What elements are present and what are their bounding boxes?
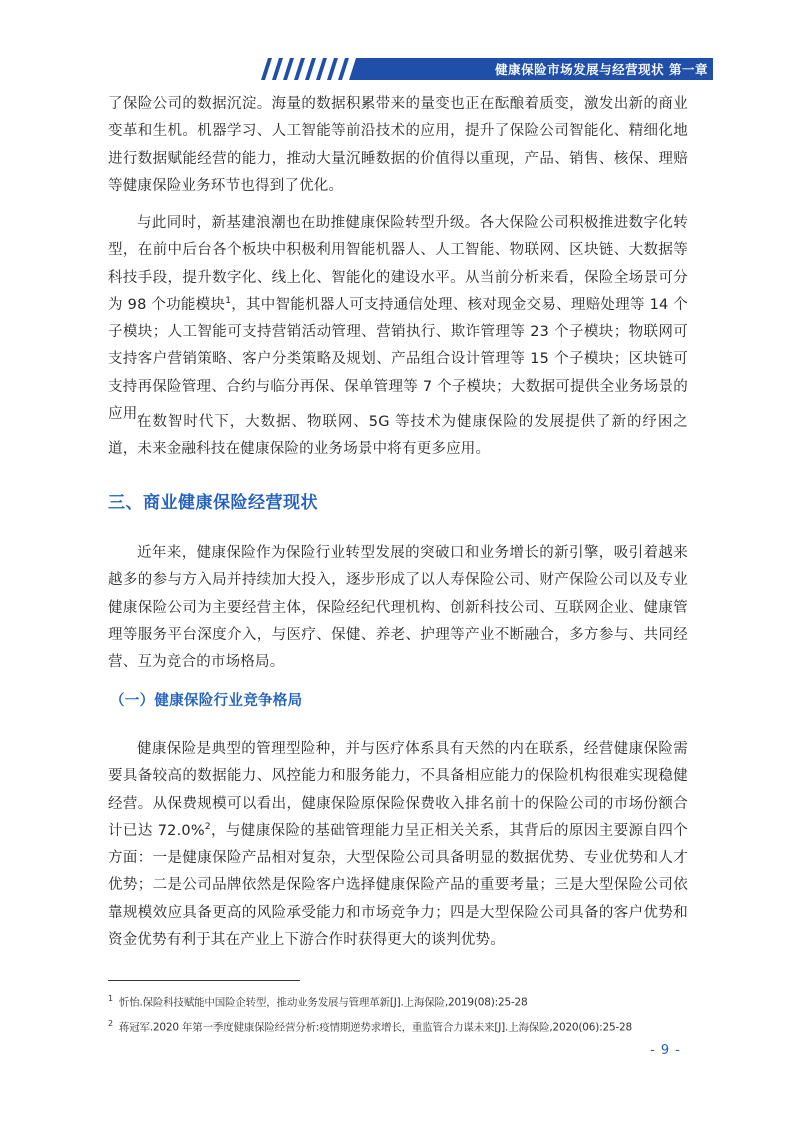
paragraph-text: ，与健康保险的基础管理能力呈正相关关系，其背后的原因主要源自四个方面：一是健康保险产品相对复杂，大型保险公司具备明显的数据优势、专业优势和人才优势；二是公司品牌依然是保险客户选择健康保险产品的重要考量；三是大型保险公司依靠规模效应具备更高的风险承受能力和市场竞争力；四是大型保险公司具备的客户优势和资金优势有利于其在产业上下游合作时获得更大的谈判优势。 (108, 822, 688, 949)
paragraph-competition (108, 736, 688, 954)
paragraph-data-value: 了保险公司的数据沉淀。海量的数据积累带来的量变也正在酝酿着质变，激发出新的商业变革和生机。机器学习、人工智能等前沿技术的应用，提升了保险公司智能化、精细化地进行数据赋能经营的能力，推动大量沉睡数据的价值得以重现，产品、销售、核保、理赔等健康保险业务环节也得到了优化。 (108, 96, 688, 194)
paragraph-text: 与此同时，新基建浪潮也在助推健康保险转型升级。各大保险公司积极推进数字化转型，在前中后台各个板块中积极利用智能机器人、人工智能、物联网、区块链、大数据等科技手段，提升数字化、线上化、智能化的建设水平。从当前分析来看，保险全场景可分为 98 个功能模块 (108, 215, 688, 313)
footnote-text: 蒋冠军.2020 年第一季度健康保险经营分析:疫情期逆势求增长，重监管合力谋未来[J].上海保险,2020(06):25-28 (118, 1021, 633, 1034)
footnote-number: 1 (108, 994, 113, 1003)
footnote-ref-1[interactable]: 1 (225, 296, 232, 307)
paragraph-market-structure: 近年来，健康保险作为保险行业转型发展的突破口和业务增长的新引擎，吸引着越来越多的参与方入局并持续加大投入，逐步形成了以人寿保险公司、财产保险公司以及专业健康保险公司为主要经营主体，保险经纪代理机构、创新科技公司、互联网企业、健康管理等服务平台深度介入，与医疗、保健、养老、护理等产业不断融合，多方参与、共同经营、互为竞合的市场格局。 (108, 545, 688, 671)
section-heading: 三、商业健康保险经营现状 (108, 493, 318, 513)
footnote-text: 忻怡.保险科技赋能中国险企转型，推动业务发展与管理革新[J].上海保险,2019(08):25-28 (118, 996, 528, 1009)
paragraph-text: 健康保险是典型的管理型险种，并与医疗体系具有天然的内在联系，经营健康保险需要具备较高的数据能力、风控能力和服务能力，不具备相应能力的保险机构很难实现稳健经营。从保费规模可以看出，健康保险原保险保费收入排名前十的保险公司的市场份额合计已达 72.0% (108, 741, 688, 839)
subsection-heading: （一）健康保险行业竞争格局 (110, 693, 303, 709)
footnote-number: 2 (108, 1019, 113, 1028)
chapter-title: 健康保险市场发展与经营现状 第一章 (495, 62, 708, 77)
paragraph-new-infrastructure (108, 210, 688, 428)
footnote-2 (108, 1017, 708, 1035)
footnote-ref-2[interactable]: 2 (204, 822, 211, 833)
footnote-divider (108, 980, 300, 981)
page-number: - 9 - (650, 1043, 681, 1058)
paragraph-text: ，其中智能机器人可支持通信处理、核对现金交易、理赔处理等 14 个子模块；人工智能可支持营销活动管理、营销执行、欺诈管理等 23 个子模块；物联网可支持客户营销策略、客户分类策略及规划、产品组合设计管理等 15 个子模块；区块链可支持再保险管理、合约与临分再保、保单管理等 7 个子模块；大数据可提供全业务场景的应用。 (108, 296, 688, 423)
footnote-1 (108, 992, 708, 1010)
paragraph-fintech-future: 在数智时代下，大数据、物联网、5G 等技术为健康保险的发展提供了新的纾困之道，未来金融科技在健康保险的业务场景中将有更多应用。 (108, 414, 688, 458)
